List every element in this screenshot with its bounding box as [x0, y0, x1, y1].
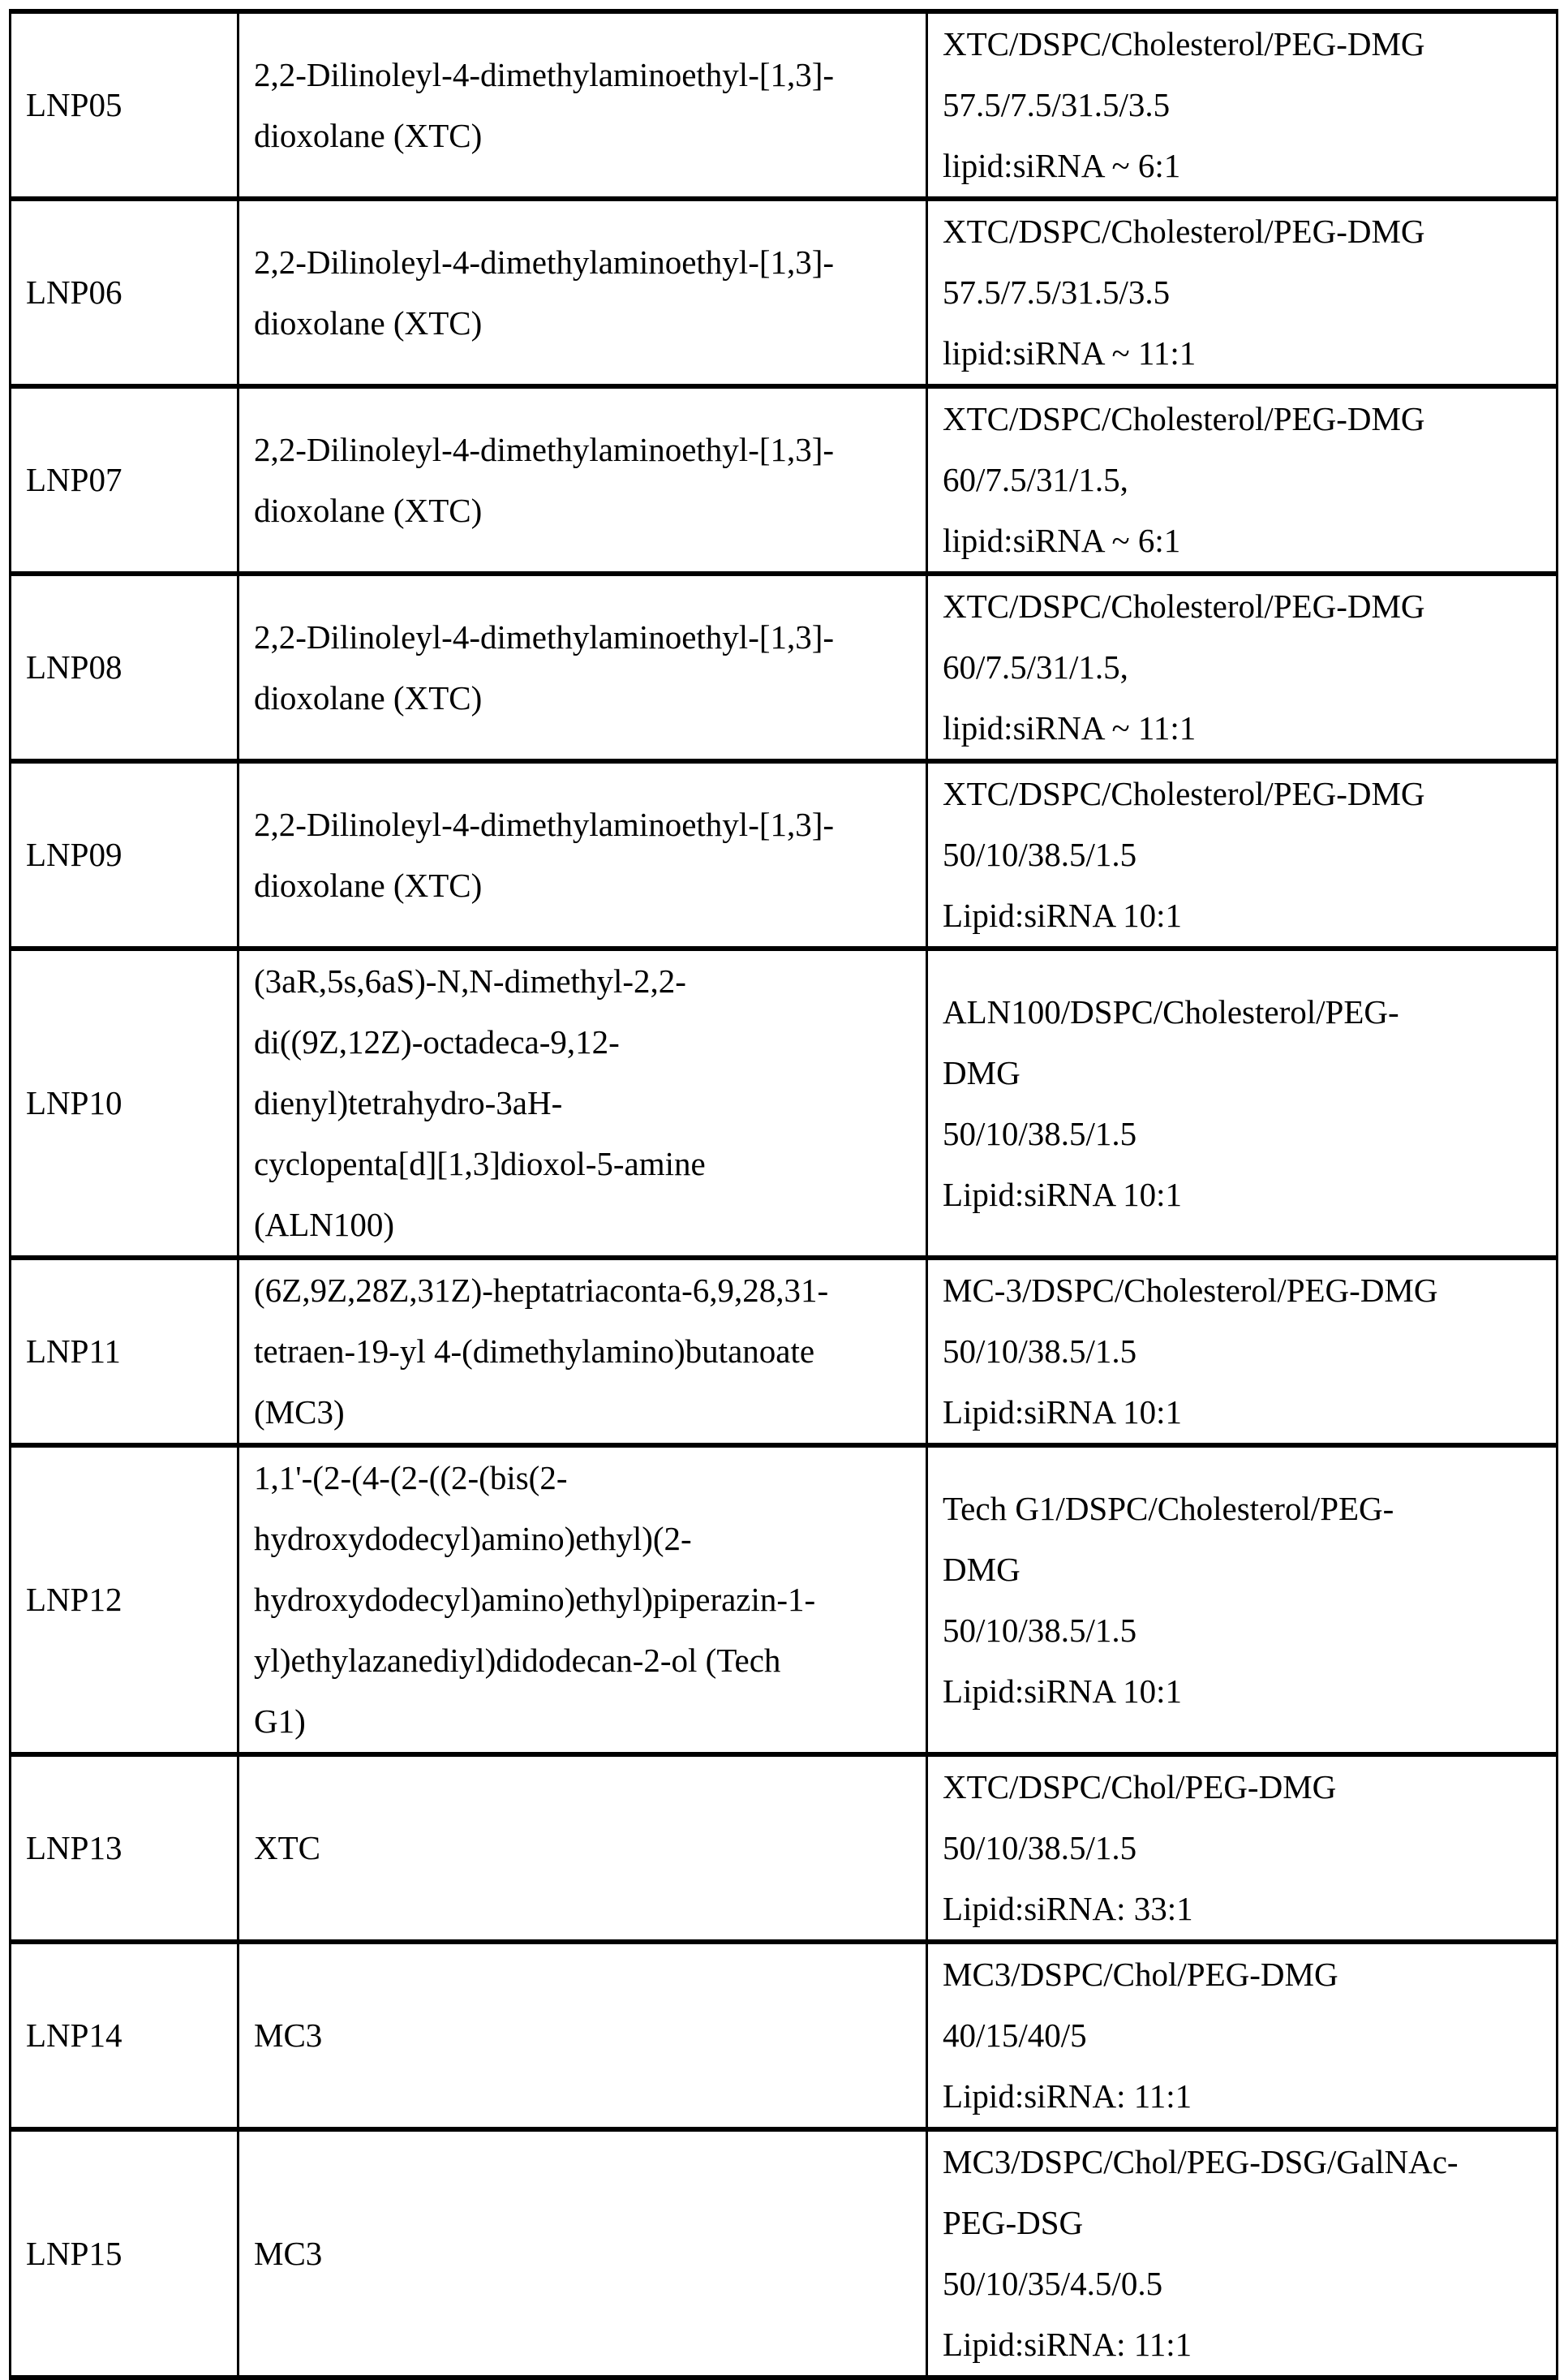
cationic-lipid-cell: (3aR,5s,6aS)-N,N-dimethyl-2,2- di((9Z,12Z)-octadeca-9,12- dienyl)tetrahydro-3aH- cyclopenta[d][1,3]dioxol-5-amine (ALN100) [238, 949, 927, 1258]
lipid-composition-cell: Tech G1/DSPC/Cholesterol/PEG- DMG 50/10/38.5/1.5 Lipid:siRNA 10:1 [927, 1445, 1558, 1754]
formulation-id-cell: LNP09 [11, 761, 238, 949]
lipid-composition-cell: XTC/DSPC/Cholesterol/PEG-DMG 50/10/38.5/1.5 Lipid:siRNA 10:1 [927, 761, 1558, 949]
table-row [11, 1258, 1558, 1445]
table-row [11, 386, 1558, 574]
cationic-lipid-cell: (6Z,9Z,28Z,31Z)-heptatriaconta-6,9,28,31- tetraen-19-yl 4-(dimethylamino)butanoate (MC3) [238, 1258, 927, 1445]
cationic-lipid-cell: MC3 [238, 1942, 927, 2129]
lipid-composition-cell: XTC/DSPC/Chol/PEG-DMG 50/10/38.5/1.5 Lipid:siRNA: 33:1 [927, 1754, 1558, 1942]
formulation-id-cell: LNP06 [11, 199, 238, 386]
formulation-id-cell: LNP08 [11, 574, 238, 761]
lipid-composition-cell: ALN100/DSPC/Cholesterol/PEG- DMG 50/10/38.5/1.5 Lipid:siRNA 10:1 [927, 949, 1558, 1258]
cationic-lipid-cell: XTC [238, 1754, 927, 1942]
table-row [11, 2129, 1558, 2378]
cationic-lipid-cell: MC3 [238, 2129, 927, 2378]
lipid-composition-cell: MC3/DSPC/Chol/PEG-DMG 40/15/40/5 Lipid:siRNA: 11:1 [927, 1942, 1558, 2129]
formulation-id-cell: LNP05 [11, 11, 238, 199]
lnp-formulation-table [9, 9, 1558, 2380]
table-row [11, 949, 1558, 1258]
formulation-id-cell: LNP11 [11, 1258, 238, 1445]
table-row [11, 199, 1558, 386]
cationic-lipid-cell: 2,2-Dilinoleyl-4-dimethylaminoethyl-[1,3]- dioxolane (XTC) [238, 199, 927, 386]
cationic-lipid-cell: 2,2-Dilinoleyl-4-dimethylaminoethyl-[1,3]- dioxolane (XTC) [238, 574, 927, 761]
table-body [11, 11, 1558, 2378]
table-row [11, 574, 1558, 761]
formulation-id-cell: LNP14 [11, 1942, 238, 2129]
table-row [11, 11, 1558, 199]
table-row [11, 761, 1558, 949]
table-row [11, 1754, 1558, 1942]
lipid-composition-cell: MC-3/DSPC/Cholesterol/PEG-DMG 50/10/38.5/1.5 Lipid:siRNA 10:1 [927, 1258, 1558, 1445]
lipid-composition-cell: XTC/DSPC/Cholesterol/PEG-DMG 60/7.5/31/1.5, lipid:siRNA ~ 6:1 [927, 386, 1558, 574]
cationic-lipid-cell: 1,1'-(2-(4-(2-((2-(bis(2- hydroxydodecyl)amino)ethyl)(2- hydroxydodecyl)amino)ethyl)piperazin-1- yl)ethylazanediyl)didodecan-2-ol (Tech G1) [238, 1445, 927, 1754]
formulation-id-cell: LNP07 [11, 386, 238, 574]
formulation-id-cell: LNP10 [11, 949, 238, 1258]
formulation-id-cell: LNP15 [11, 2129, 238, 2378]
cationic-lipid-cell: 2,2-Dilinoleyl-4-dimethylaminoethyl-[1,3]- dioxolane (XTC) [238, 386, 927, 574]
formulation-id-cell: LNP12 [11, 1445, 238, 1754]
lipid-composition-cell: XTC/DSPC/Cholesterol/PEG-DMG 57.5/7.5/31.5/3.5 lipid:siRNA ~ 11:1 [927, 199, 1558, 386]
table-row [11, 1942, 1558, 2129]
lipid-composition-cell: XTC/DSPC/Cholesterol/PEG-DMG 60/7.5/31/1.5, lipid:siRNA ~ 11:1 [927, 574, 1558, 761]
formulation-id-cell: LNP13 [11, 1754, 238, 1942]
lipid-composition-cell: MC3/DSPC/Chol/PEG-DSG/GalNAc- PEG-DSG 50/10/35/4.5/0.5 Lipid:siRNA: 11:1 [927, 2129, 1558, 2378]
cationic-lipid-cell: 2,2-Dilinoleyl-4-dimethylaminoethyl-[1,3]- dioxolane (XTC) [238, 761, 927, 949]
cationic-lipid-cell: 2,2-Dilinoleyl-4-dimethylaminoethyl-[1,3]- dioxolane (XTC) [238, 11, 927, 199]
lipid-composition-cell: XTC/DSPC/Cholesterol/PEG-DMG 57.5/7.5/31.5/3.5 lipid:siRNA ~ 6:1 [927, 11, 1558, 199]
table-row [11, 1445, 1558, 1754]
